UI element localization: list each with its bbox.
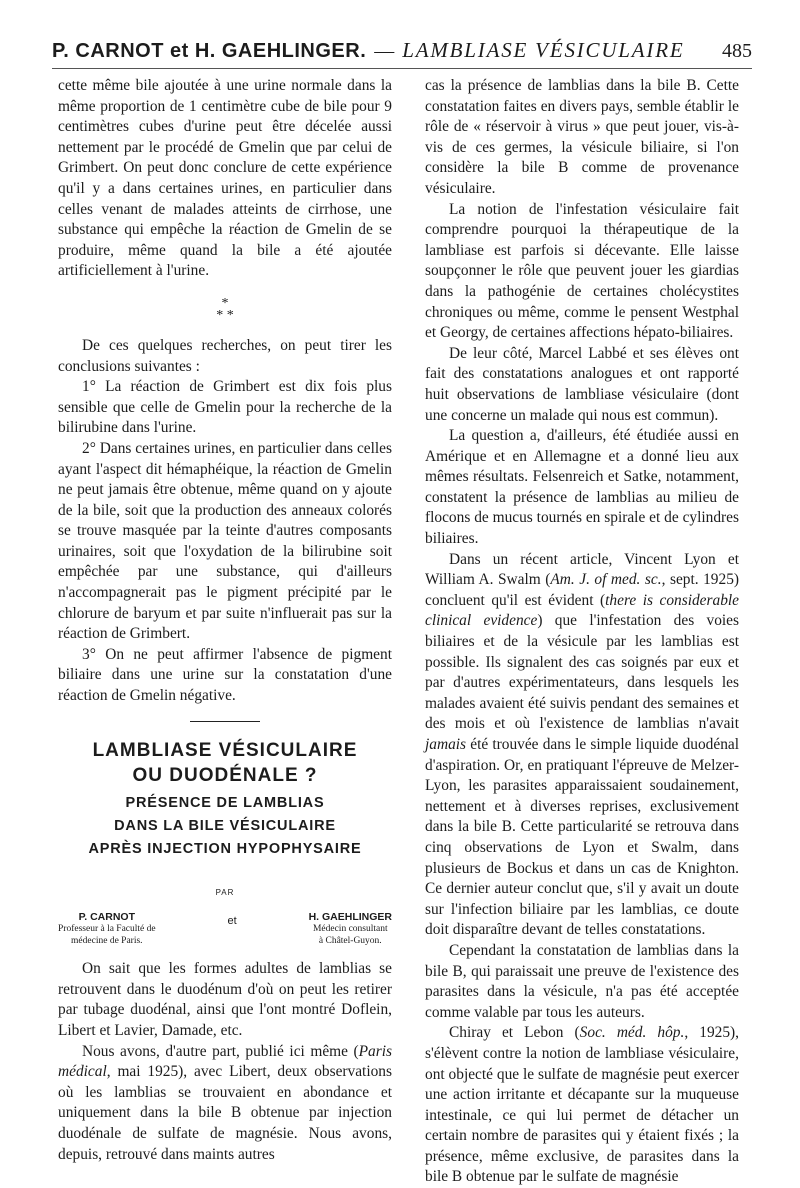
paragraph (425, 550, 739, 941)
article-subtitle-line-3: APRÈS INJECTION HYPOPHYSAIRE (88, 840, 362, 857)
conclusion-3: 3° On ne peut affirmer l'absence de pigment biliaire dans une urine sur la constatation d'une réaction de Gmelin négative. (58, 645, 392, 705)
paragraph: De leur côté, Marcel Labbé et ses élèves ont fait des constatations analogues et ont rapporté huit observations de lambliase vésiculaire (dont une concerne un malade qui nous est commun). (425, 344, 739, 424)
author-2-name: H. GAEHLINGER (308, 911, 392, 924)
asterism (58, 295, 392, 323)
byline-et: et (227, 915, 237, 928)
author-1 (58, 911, 156, 947)
page-number: 485 (722, 40, 752, 62)
header-dash: — (374, 40, 395, 62)
paragraph: cas la présence de lamblias dans la bile B. Cette constatation faites en divers pays, semble établir le rôle de « réservoir à virus » que peut jouer, vis-à-vis de ces germes, la vésicule biliaire, si l'on considère la bile B comme de provenance vésiculaire. (425, 77, 739, 197)
author-2-affiliation-1: Médecin consultant (312, 924, 388, 935)
header-authors: P. CARNOT et H. GAEHLINGER. (52, 40, 367, 62)
text-run: , mai 1925), avec Libert, deux observations où les lamblias se trouvaient en abondance et uniquement dans la bile B obtenue par injection duodénale de sulfate de magnésie. Nous avons, depuis, retrouvé dans maints autres (58, 1063, 392, 1163)
paragraph: De ces quelques recherches, on peut tirer les conclusions suivantes : (58, 336, 392, 375)
left-column (58, 76, 392, 1165)
article-title (58, 738, 392, 788)
right-column (425, 76, 739, 1188)
emphasis: jamais (425, 736, 467, 753)
paragraph (58, 1042, 392, 1166)
author-2 (309, 911, 392, 947)
text-run: Nous avons, d'autre part, publié ici même ( (82, 1042, 359, 1060)
paragraph (425, 1023, 739, 1188)
header-running-title: LAMBLIASE VÉSICULAIRE (402, 38, 685, 62)
author-1-affiliation-1: Professeur à la Faculté de (58, 924, 156, 935)
journal-citation: Soc. méd. hôp. (579, 1024, 685, 1042)
article-subtitle (58, 792, 392, 861)
journal-citation: Am. J. of med. sc. (550, 571, 662, 589)
text-run: , 1925), s'élèvent contre la notion de lambliase vésiculaire, ont objecté que le sulfate de magnésie peut exercer une action irritante et décapante sur la muqueuse intestinale, ce qui lui permet de détacher un certain nombre de parasites qui y étaient fixés ; la présence, même exclusive, de parasites dans la bile B obtenue par le sulfate de magnésie (425, 1024, 740, 1186)
paragraph: Cependant la constatation de lamblias dans la bile B, qui paraissait une preuve de l'existence des parasites dans la vésicule, n'a pas été acceptée comme valable par tous les auteurs. (425, 941, 739, 1021)
running-header (52, 38, 752, 69)
paragraph: cette même bile ajoutée à une urine normale dans la même proportion de 1 centimètre cube de bile pour 9 centimètres cubes d'urine peut être décelée aussi nettement par le procédé de Gmelin que par celui de Grimbert. On peut donc conclure de cette expérience qu'il y a dans certaines urines, en particulier dans celles venant de malades atteints de cirrhose, une substance qui empêche la réaction de Gmelin de se produire, même quand la bile a été ajoutée artificiellement à l'urine. (58, 77, 392, 280)
article-subtitle-line-2: DANS LA BILE VÉSICULAIRE (114, 817, 336, 834)
text-run: Chiray et Lebon ( (449, 1024, 580, 1042)
journal-citation: Paris médical (58, 1042, 392, 1081)
article-subtitle-line-1: PRÉSENCE DE LAMBLIAS (125, 794, 325, 811)
author-2-affiliation-2: à Châtel-Guyon. (318, 936, 382, 947)
text-run: Dans un récent article, Vincent Lyon et William A. Swalm ( (425, 550, 739, 589)
byline (58, 911, 392, 947)
article-title-line-1: LAMBLIASE VÉSICULAIRE (92, 739, 358, 761)
author-1-affiliation-2: médecine de Paris. (71, 936, 143, 947)
asterism-bottom: * * (216, 307, 234, 323)
text-run: , sept. 1925) concluent qu'il est évident ( (425, 571, 740, 609)
par-label: PAR (215, 887, 235, 897)
paragraph: On sait que les formes adultes de lamblias se retrouvent dans le duodénum d'où on peut les retirer par tubage duodénal, ainsi que l'ont montré Doflein, Libert et Lavier, Damade, etc. (58, 960, 392, 1039)
section-divider (190, 721, 260, 722)
paragraph: La question a, d'ailleurs, été étudiée aussi en Amérique et en Allemagne et a donné lieu aux mêmes résultats. Felsenreich et Satke, notamment, constatent la présence de lamblias au milieu de flocons de mucus tournés en spirale et de cylindres biliaires. (425, 427, 739, 548)
asterism-top: * (221, 295, 229, 311)
conclusion-2: 2° Dans certaines urines, en particulier dans celles ayant l'aspect dit hémaphéique, la réaction de Gmelin ne peut jamais être obtenue, même quand on y ajoute de la bile, soit que la production des anneaux colorés se trouve masquée par la teinte d'autres composants urinaires, soit que l'oxydation de la bilirubine soit empêchée par une substance, qui d'ailleurs n'accompagnerait pas le pigment précipité par le chlorure de baryum et par suite n'influerait pas sur la réaction de Grimbert. (58, 439, 392, 643)
conclusion-1: 1° La réaction de Grimbert est dix fois plus sensible que celle de Gmelin pour la recherche de la bilirubine dans l'urine. (58, 378, 392, 437)
text-run: été trouvée dans le simple liquide duodénal d'aspiration. Or, en pratiquant l'épreuve de Melzer-Lyon, les parasites apparaissaient soudainement, nettement et à diverses reprises, exclusivement dans la bile B. Cette particularité se retrouva dans cinq observations de Lyon et Swalm, dans plusieurs de Bockus et dans un cas de Knighton. Ce dernier auteur conclut que, s'il y avait un doute sur l'infection biliaire par les lamblias, ce doute doit disparaître devant de telles constatations. (425, 736, 739, 939)
article-title-line-2: OU DUODÉNALE ? (132, 764, 318, 786)
author-1-name: P. CARNOT (78, 911, 135, 924)
english-quote: there is considerable clinical evidence (425, 591, 739, 630)
paragraph: La notion de l'infestation vésiculaire fait comprendre pourquoi la thérapeutique de la lambliase est parfois si décevante. Elle laisse soupçonner le rôle que peuvent jouer les giardias dans la pathogénie de certaines cholécystites chroniques ou même, comme le pensent Westphal et Georgy, de certaines affections hépato-biliaires. (425, 200, 739, 342)
text-run: ) que l'infestation des voies biliaires et de la vésicule par les lamblias est possible. Ils signalent des cas soignés par eux et par d'autres expérimentateurs, dans lesquels les malades avaient été suivis pendant des semaines et des mois et où l'existence de lamblias n'avait (425, 612, 739, 733)
